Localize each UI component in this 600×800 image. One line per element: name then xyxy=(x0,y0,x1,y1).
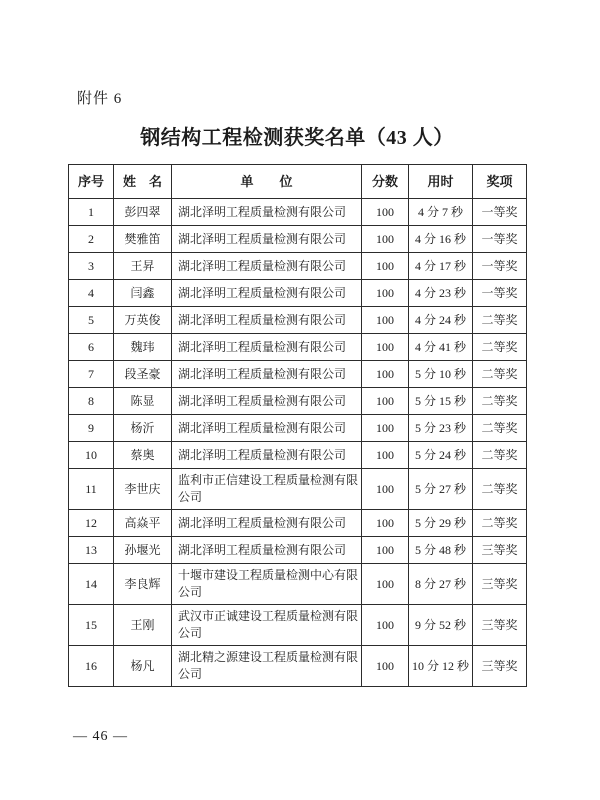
table-row xyxy=(69,537,527,564)
table-row xyxy=(69,442,527,469)
cell-name: 闫鑫 xyxy=(114,280,172,307)
table-row xyxy=(69,199,527,226)
cell-award: 二等奖 xyxy=(473,388,527,415)
cell-award: 二等奖 xyxy=(473,361,527,388)
cell-unit: 湖北泽明工程质量检测有限公司 xyxy=(172,226,362,253)
attachment-label: 附件 6 xyxy=(77,91,123,107)
cell-award: 三等奖 xyxy=(473,646,527,687)
cell-no: 1 xyxy=(69,199,114,226)
award-table xyxy=(68,164,527,687)
cell-time: 4 分 17 秒 xyxy=(409,253,473,280)
cell-name: 万英俊 xyxy=(114,307,172,334)
cell-unit: 湖北泽明工程质量检测有限公司 xyxy=(172,253,362,280)
cell-no: 7 xyxy=(69,361,114,388)
cell-unit: 湖北泽明工程质量检测有限公司 xyxy=(172,388,362,415)
cell-unit: 湖北泽明工程质量检测有限公司 xyxy=(172,442,362,469)
cell-name: 杨沂 xyxy=(114,415,172,442)
cell-award: 三等奖 xyxy=(473,564,527,605)
cell-award: 二等奖 xyxy=(473,415,527,442)
cell-score: 100 xyxy=(362,605,409,646)
cell-time: 5 分 10 秒 xyxy=(409,361,473,388)
cell-no: 3 xyxy=(69,253,114,280)
cell-unit: 湖北泽明工程质量检测有限公司 xyxy=(172,361,362,388)
cell-no: 8 xyxy=(69,388,114,415)
cell-no: 10 xyxy=(69,442,114,469)
cell-no: 13 xyxy=(69,537,114,564)
cell-no: 6 xyxy=(69,334,114,361)
table-row xyxy=(69,469,527,510)
cell-no: 4 xyxy=(69,280,114,307)
table-row xyxy=(69,280,527,307)
table-row xyxy=(69,510,527,537)
cell-award: 一等奖 xyxy=(473,199,527,226)
cell-score: 100 xyxy=(362,388,409,415)
cell-award: 二等奖 xyxy=(473,469,527,510)
cell-time: 4 分 16 秒 xyxy=(409,226,473,253)
table-row xyxy=(69,361,527,388)
column-header-award: 奖项 xyxy=(473,165,527,199)
cell-unit: 湖北泽明工程质量检测有限公司 xyxy=(172,510,362,537)
cell-time: 5 分 27 秒 xyxy=(409,469,473,510)
cell-award: 一等奖 xyxy=(473,253,527,280)
table-header-row xyxy=(69,165,527,199)
cell-name: 李良辉 xyxy=(114,564,172,605)
cell-score: 100 xyxy=(362,442,409,469)
cell-time: 5 分 15 秒 xyxy=(409,388,473,415)
cell-name: 段圣豪 xyxy=(114,361,172,388)
cell-time: 5 分 29 秒 xyxy=(409,510,473,537)
cell-score: 100 xyxy=(362,199,409,226)
cell-award: 一等奖 xyxy=(473,280,527,307)
cell-score: 100 xyxy=(362,510,409,537)
cell-time: 5 分 24 秒 xyxy=(409,442,473,469)
cell-award: 一等奖 xyxy=(473,226,527,253)
cell-unit: 湖北泽明工程质量检测有限公司 xyxy=(172,334,362,361)
cell-name: 杨凡 xyxy=(114,646,172,687)
cell-unit: 湖北泽明工程质量检测有限公司 xyxy=(172,537,362,564)
cell-time: 4 分 41 秒 xyxy=(409,334,473,361)
cell-score: 100 xyxy=(362,415,409,442)
column-header-no: 序号 xyxy=(69,165,114,199)
table-row xyxy=(69,415,527,442)
table-row xyxy=(69,226,527,253)
cell-unit: 湖北精之源建设工程质量检测有限公司 xyxy=(172,646,362,687)
cell-award: 二等奖 xyxy=(473,442,527,469)
table-row xyxy=(69,564,527,605)
cell-name: 高焱平 xyxy=(114,510,172,537)
cell-name: 彭四翠 xyxy=(114,199,172,226)
cell-award: 二等奖 xyxy=(473,307,527,334)
cell-score: 100 xyxy=(362,537,409,564)
column-header-unit: 单 位 xyxy=(172,165,362,199)
cell-unit: 十堰市建设工程质量检测中心有限公司 xyxy=(172,564,362,605)
table-row xyxy=(69,334,527,361)
column-header-name: 姓 名 xyxy=(114,165,172,199)
cell-time: 9 分 52 秒 xyxy=(409,605,473,646)
cell-no: 5 xyxy=(69,307,114,334)
cell-name: 李世庆 xyxy=(114,469,172,510)
cell-award: 二等奖 xyxy=(473,510,527,537)
cell-name: 孙堰光 xyxy=(114,537,172,564)
cell-time: 10 分 12 秒 xyxy=(409,646,473,687)
cell-award: 三等奖 xyxy=(473,605,527,646)
cell-name: 陈显 xyxy=(114,388,172,415)
cell-unit: 湖北泽明工程质量检测有限公司 xyxy=(172,199,362,226)
cell-time: 5 分 48 秒 xyxy=(409,537,473,564)
cell-score: 100 xyxy=(362,564,409,605)
cell-score: 100 xyxy=(362,469,409,510)
cell-unit: 湖北泽明工程质量检测有限公司 xyxy=(172,307,362,334)
table-row xyxy=(69,646,527,687)
cell-unit: 湖北泽明工程质量检测有限公司 xyxy=(172,415,362,442)
page-number: — 46 — xyxy=(73,729,128,744)
cell-no: 15 xyxy=(69,605,114,646)
cell-score: 100 xyxy=(362,280,409,307)
cell-unit: 监利市正信建设工程质量检测有限公司 xyxy=(172,469,362,510)
cell-no: 14 xyxy=(69,564,114,605)
cell-no: 12 xyxy=(69,510,114,537)
cell-time: 8 分 27 秒 xyxy=(409,564,473,605)
cell-award: 二等奖 xyxy=(473,334,527,361)
cell-no: 2 xyxy=(69,226,114,253)
table-row xyxy=(69,605,527,646)
cell-unit: 湖北泽明工程质量检测有限公司 xyxy=(172,280,362,307)
cell-time: 5 分 23 秒 xyxy=(409,415,473,442)
table-row xyxy=(69,388,527,415)
cell-no: 11 xyxy=(69,469,114,510)
cell-name: 樊雅笛 xyxy=(114,226,172,253)
column-header-time: 用时 xyxy=(409,165,473,199)
cell-no: 16 xyxy=(69,646,114,687)
table-row xyxy=(69,253,527,280)
cell-unit: 武汉市正诚建设工程质量检测有限公司 xyxy=(172,605,362,646)
cell-time: 4 分 23 秒 xyxy=(409,280,473,307)
cell-name: 蔡奥 xyxy=(114,442,172,469)
table-row xyxy=(69,307,527,334)
cell-score: 100 xyxy=(362,307,409,334)
cell-name: 王刚 xyxy=(114,605,172,646)
cell-name: 魏玮 xyxy=(114,334,172,361)
cell-score: 100 xyxy=(362,646,409,687)
cell-award: 三等奖 xyxy=(473,537,527,564)
cell-score: 100 xyxy=(362,334,409,361)
cell-name: 王昇 xyxy=(114,253,172,280)
column-header-score: 分数 xyxy=(362,165,409,199)
page-title: 钢结构工程检测获奖名单（43 人） xyxy=(140,127,454,149)
cell-score: 100 xyxy=(362,361,409,388)
cell-score: 100 xyxy=(362,226,409,253)
cell-time: 4 分 7 秒 xyxy=(409,199,473,226)
cell-time: 4 分 24 秒 xyxy=(409,307,473,334)
cell-no: 9 xyxy=(69,415,114,442)
cell-score: 100 xyxy=(362,253,409,280)
